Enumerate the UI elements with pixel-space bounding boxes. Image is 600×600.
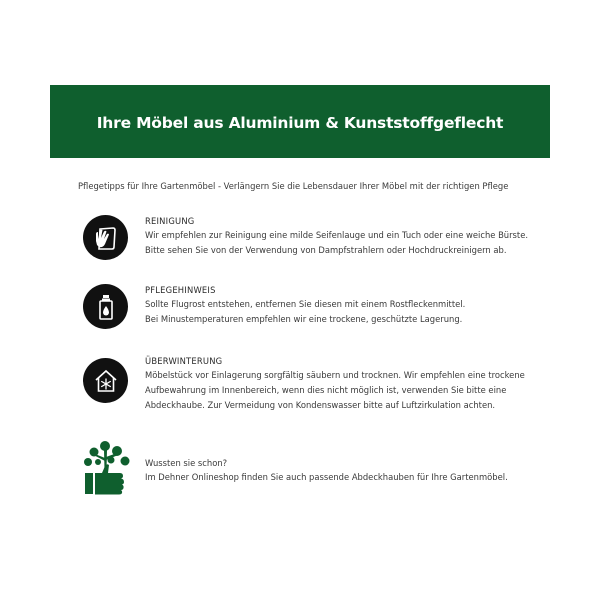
section-heading: REINIGUNG bbox=[145, 216, 195, 226]
tip-heading: Wussten sie schon? bbox=[145, 458, 228, 468]
cleaning-cloth-icon bbox=[83, 215, 128, 260]
house-snowflake-icon bbox=[83, 358, 128, 403]
section-line: Bitte sehen Sie von der Verwendung von Dampfstrahlern oder Hochdruckreinigern ab. bbox=[145, 244, 507, 255]
tip-text: Im Dehner Onlineshop finden Sie auch passende Abdeckhauben für Ihre Gartenmöbel. bbox=[145, 472, 508, 482]
section-line: Aufbewahrung im Innenbereich, wenn dies nicht möglich ist, verwenden Sie bitte eine bbox=[145, 384, 507, 395]
section-line: Abdeckhaube. Zur Vermeidung von Kondenswasser bitte auf Luftzirkulation achten. bbox=[145, 399, 496, 410]
section-heading: ÜBERWINTERUNG bbox=[145, 356, 223, 366]
section-line: Bei Minustemperaturen empfehlen wir eine trockene, geschützte Lagerung. bbox=[145, 313, 463, 324]
section-heading: PFLEGEHINWEIS bbox=[145, 285, 216, 295]
section-line: Wir empfehlen zur Reinigung eine milde Seifenlauge und ein Tuch oder eine weiche Bürste. bbox=[145, 230, 529, 240]
care-bottle-icon bbox=[83, 284, 128, 329]
thumbs-up-tree-icon bbox=[83, 440, 131, 496]
intro-text: Pflegetipps für Ihre Gartenmöbel - Verlängern Sie die Lebensdauer Ihrer Möbel mit der richtigen Pflege bbox=[78, 181, 509, 191]
page-title: Ihre Möbel aus Aluminium & Kunststoffgeflecht bbox=[96, 113, 504, 132]
header-banner bbox=[50, 85, 550, 158]
section-line: Möbelstück vor Einlagerung sorgfältig säubern und trocknen. Wir empfehlen eine trockene bbox=[145, 370, 525, 380]
section-line: Sollte Flugrost entstehen, entfernen Sie diesen mit einem Rostfleckenmittel. bbox=[145, 299, 466, 309]
